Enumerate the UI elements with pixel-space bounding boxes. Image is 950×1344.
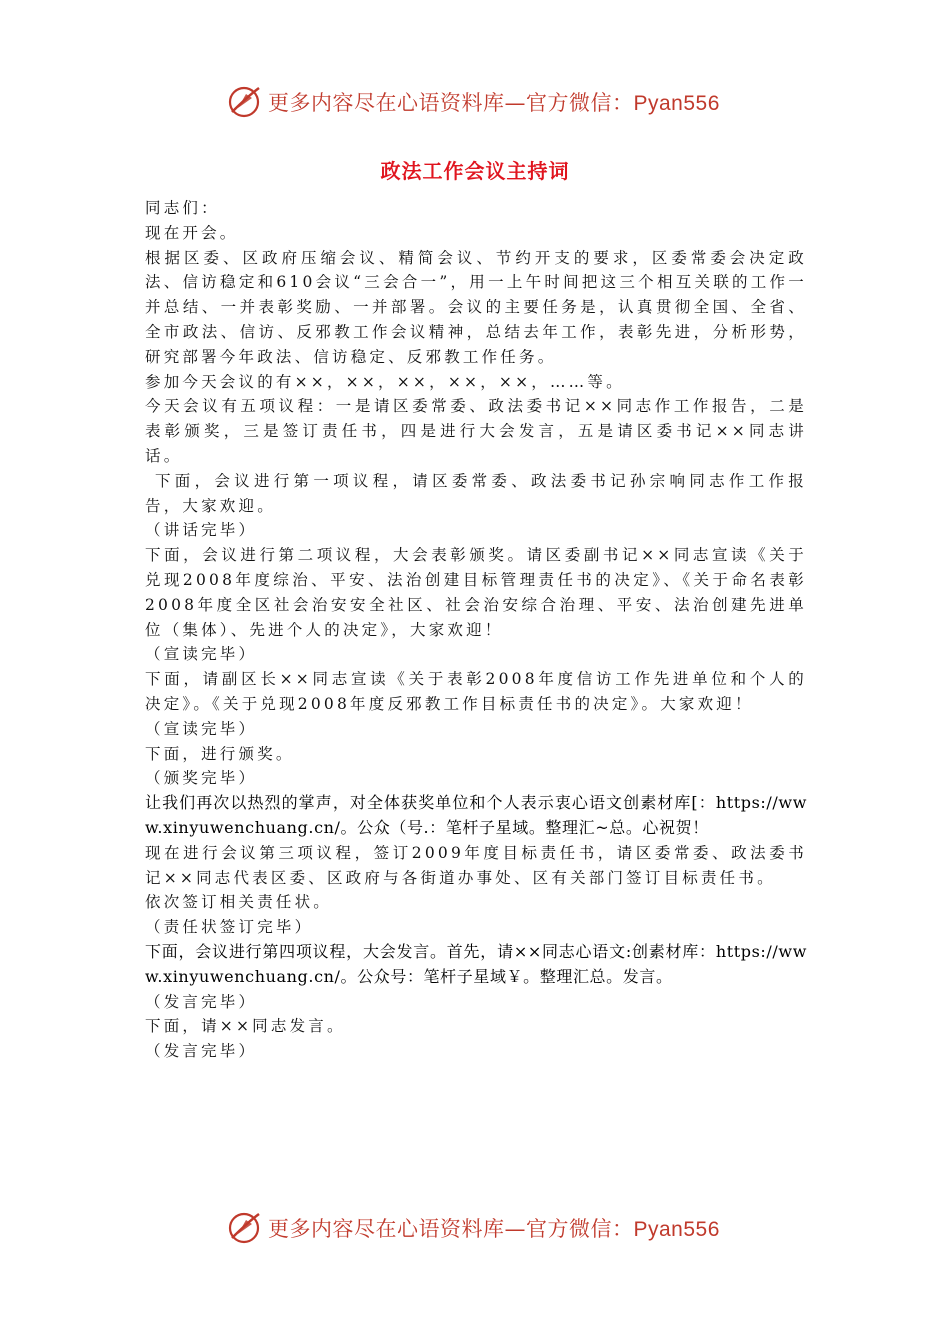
- paragraph: 让我们再次以热烈的掌声，对全体获奖单位和个人表示衷心语文创素材库[：https://www.xinyuwenchuang.cn/。公众（号.：笔杆子星域。整理汇~总。心祝贺！: [145, 793, 807, 837]
- document-body: [145, 196, 807, 1064]
- paragraph: （发言完毕）: [145, 992, 258, 1011]
- quill-logo-icon: [226, 1210, 262, 1246]
- paragraph: 根据区委、区政府压缩会议、精简会议、节约开支的要求，区委常委会决定政法、信访稳定和610会议“三会合一”，用一上午时间把这三个相互关联的工作一并总结、一并表彰奖励、一并部署。会议的主要任务是，认真贯彻全国、全省、全市政法、信访、反邪教工作会议精神，总结去年工作，表彰先进，分析形势，研究部署今年政法、信访稳定、反邪教工作任务。: [145, 248, 807, 366]
- paragraph: 下面，会议进行第二项议程，大会表彰颁奖。请区委副书记××同志宣读《关于兑现2008年度综治、平安、法治创建目标管理责任书的决定》、《关于命名表彰2008年度全区社会治安安全社区、社会治安综合治理、平安、法治创建先进单位（集体）、先进个人的决定》，大家欢迎！: [145, 546, 807, 639]
- header-banner: [226, 82, 726, 122]
- paragraph: 下面，会议进行第一项议程，请区委常委、政法委书记孙宗响同志作工作报告，大家欢迎。: [145, 471, 807, 515]
- paragraph: 今天会议有五项议程：一是请区委常委、政法委书记××同志作工作报告，二是表彰颁奖，三是签订责任书，四是进行大会发言，五是请区委书记××同志讲话。: [145, 397, 807, 465]
- paragraph: 同志们：: [145, 199, 220, 217]
- banner-text: [268, 87, 720, 117]
- paragraph: 现在进行会议第三项议程，签订2009年度目标责任书，请区委常委、政法委书记××同志代表区委、区政府与各街道办事处、区有关部门签订目标责任书。: [145, 843, 807, 887]
- paragraph: （责任状签订完毕）: [145, 918, 314, 937]
- paragraph: 参加今天会议的有××，××，××，××，××，……等。: [145, 372, 625, 391]
- paragraph: 依次签订相关责任状。: [145, 893, 333, 912]
- paragraph: （发言完毕）: [145, 1042, 258, 1061]
- paragraph: （颁奖完毕）: [145, 769, 258, 788]
- page-title: 政法工作会议主持词: [380, 159, 570, 183]
- footer-banner: [226, 1208, 726, 1248]
- paragraph: 下面，请××同志发言。: [145, 1017, 346, 1036]
- paragraph: （讲话完毕）: [145, 521, 258, 540]
- paragraph: 下面，会议进行第四项议程，大会发言。首先，请××同志心语文:创素材库：https://www.xinyuwenchuang.cn/。公众号：笔杆子星域￥。整理汇总。发言。: [145, 941, 807, 986]
- paragraph: （宣读完毕）: [145, 719, 258, 738]
- quill-logo-icon: [226, 84, 262, 120]
- banner-text: [268, 1213, 720, 1243]
- banner-label: 更多内容尽在心语资料库—官方微信：: [268, 1217, 634, 1241]
- paragraph: （宣读完毕）: [145, 645, 258, 664]
- wechat-id: Pyan556: [633, 92, 720, 115]
- paragraph: 现在开会。: [145, 223, 239, 242]
- wechat-id: Pyan556: [633, 1218, 720, 1241]
- paragraph: 下面，请副区长××同志宣读《关于表彰2008年度信访工作先进单位和个人的决定》。《关于兑现2008年度反邪教工作目标责任书的决定》。大家欢迎！: [145, 670, 807, 713]
- paragraph: 下面，进行颁奖。: [145, 744, 295, 763]
- banner-label: 更多内容尽在心语资料库—官方微信：: [268, 91, 634, 115]
